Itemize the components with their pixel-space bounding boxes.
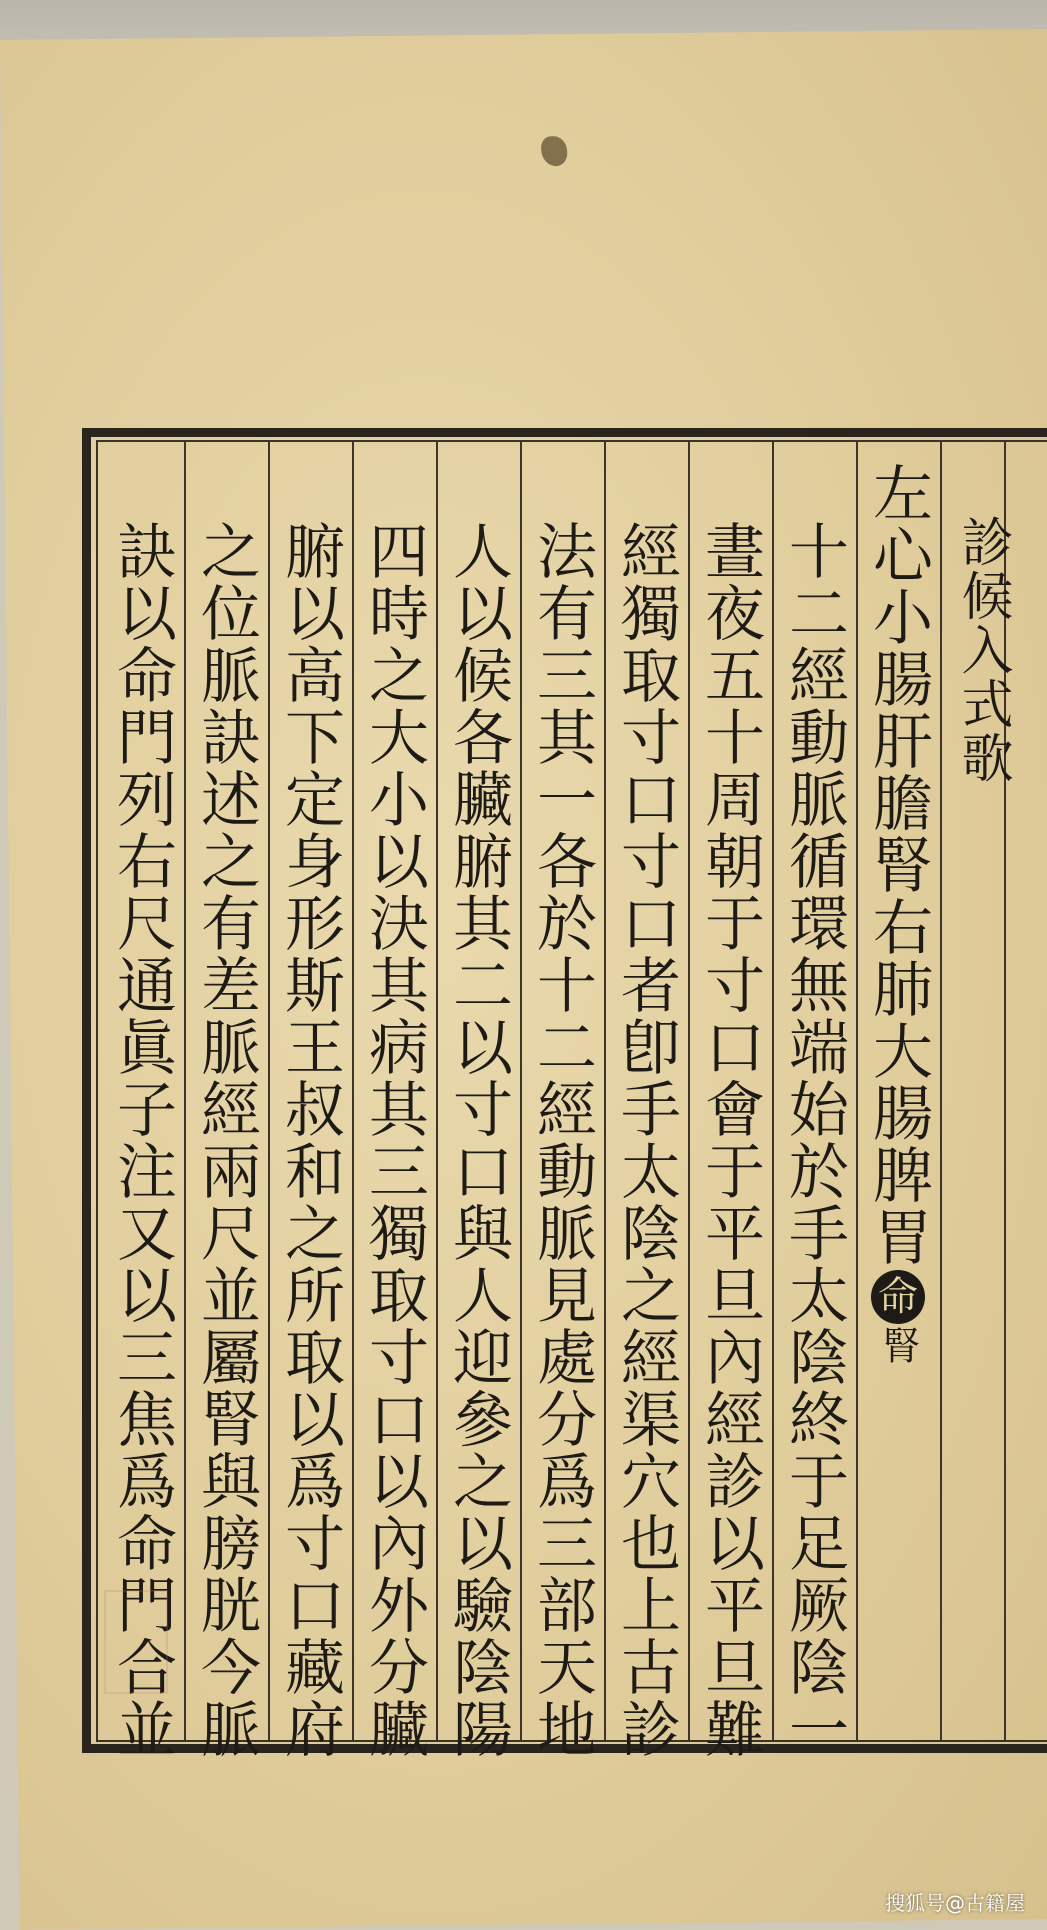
text-line-9: 之位脈訣述之有差脈經兩尺並屬腎與膀胱今脈: [191, 520, 261, 1760]
text-line-3: 晝夜五十周朝于寸口會于平旦內經診以平旦難: [695, 520, 765, 1760]
text-line-4: 經獨取寸口寸口者卽手太陰之經渠穴也上古診: [611, 520, 681, 1760]
text-column-5: [520, 440, 604, 1820]
circled-character: 命: [871, 1270, 925, 1324]
text-column-3: [688, 440, 772, 1820]
text-column-8: [268, 440, 352, 1820]
paper-stain: [541, 136, 567, 166]
text-column-4: [604, 440, 688, 1820]
text-line-7: 四時之大小以決其病其三獨取寸口以內外分臟: [359, 520, 429, 1760]
title-column: [940, 440, 1024, 1815]
text-line-5: 法有三其一各於十二經動脈見處分爲三部天地: [527, 520, 597, 1760]
annotation-note: 腎: [876, 1326, 920, 1366]
text-line-8: 腑以高下定身形斯王叔和之所取以爲寸口藏府: [275, 520, 345, 1760]
text-column-7: [352, 440, 436, 1820]
faded-seal: [104, 1590, 168, 1694]
text-line-10: 訣以命門列右尺通眞子注又以三焦爲命門合並: [107, 520, 177, 1760]
text-line-2: 十二經動脈循環無端始於手太陰終于足厥陰一: [779, 520, 849, 1760]
text-line-6: 人以候各臟腑其二以寸口與人迎參之以驗陰陽: [443, 520, 513, 1760]
watermark-text: 搜狐号@古籍屋: [885, 1891, 1025, 1915]
document-title: 診候入式歌: [952, 515, 1012, 785]
text-line-1: 左心小腸肝膽腎右肺大腸脾胃: [863, 462, 933, 1268]
text-column-6: [436, 440, 520, 1820]
text-column-1: [856, 440, 940, 1762]
text-column-9: [184, 440, 268, 1820]
text-column-2: [772, 440, 856, 1820]
